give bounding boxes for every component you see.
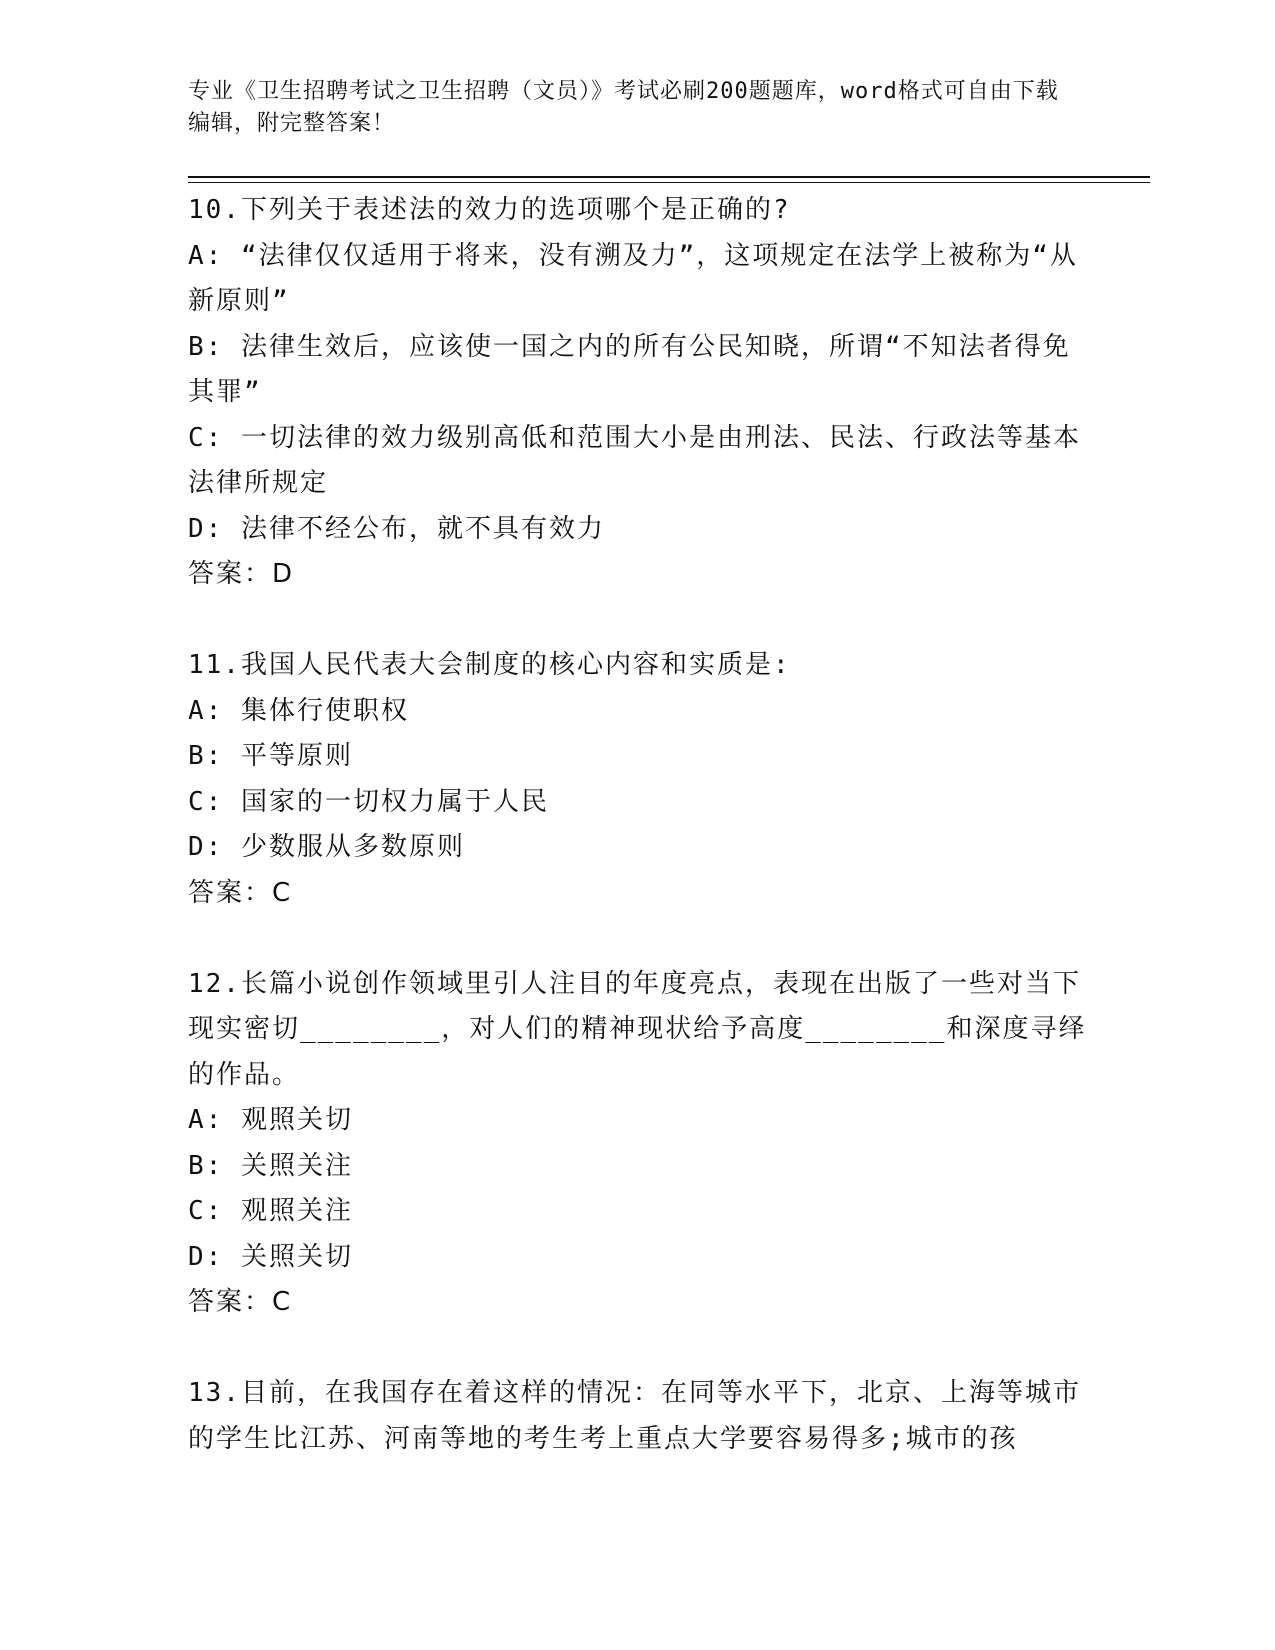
question-stem: 10.下列关于表述法的效力的选项哪个是正确的?: [188, 195, 791, 225]
answer-label: 答案：D: [188, 559, 295, 589]
question-stem: 11.我国人民代表大会制度的核心内容和实质是:: [188, 650, 791, 680]
option-b: B: 法律生效后，应该使一国之内的所有公民知晓，所谓“不知法者得免其罪”: [188, 331, 1071, 407]
answer-label: 答案：C: [188, 877, 293, 908]
question-10: [188, 188, 1088, 598]
option-c: C: 国家的一切权力属于人民: [188, 786, 549, 817]
question-spacer: [188, 598, 1088, 644]
question-list: [188, 188, 1088, 1462]
document-header: 专业《卫生招聘考试之卫生招聘（文员）》考试必刷200题题库，word格式可自由下载编辑，附完整答案！: [188, 79, 1059, 136]
option-d: D: 少数服从多数原则: [188, 832, 465, 862]
header-divider-thin: [188, 182, 1150, 183]
header-divider-thick: [188, 176, 1150, 178]
option-d: D: 关照关切: [188, 1241, 353, 1272]
option-c: C: 观照关注: [188, 1196, 353, 1226]
option-b: B: 平等原则: [188, 741, 353, 771]
answer-label: 答案：C: [188, 1287, 293, 1317]
question-spacer: [188, 916, 1088, 962]
option-d: D: 法律不经公布，就不具有效力: [188, 513, 605, 544]
question-12: [188, 962, 1088, 1326]
question-spacer: [188, 1326, 1088, 1372]
option-a: A: “法律仅仅适用于将来，没有溯及力”，这项规定在法学上被称为“从新原则”: [188, 240, 1078, 316]
option-a: A: 集体行使职权: [188, 695, 409, 726]
question-stem: 12.长篇小说创作领域里引人注目的年度亮点，表现在出版了一些对当下现实密切________，对人们的精神现状给予高度________和深度寻绎的作品。: [188, 968, 1087, 1090]
option-c: C: 一切法律的效力级别高低和范围大小是由刑法、民法、行政法等基本法律所规定: [188, 422, 1081, 498]
option-b: B: 关照关注: [188, 1150, 353, 1181]
option-a: A: 观照关切: [188, 1105, 353, 1135]
question-stem: 13.目前，在我国存在着这样的情况：在同等水平下，北京、上海等城市的学生比江苏、河南等地的考生考上重点大学要容易得多;城市的孩: [188, 1378, 1081, 1454]
question-13: [188, 1371, 1088, 1462]
question-11: [188, 643, 1088, 916]
